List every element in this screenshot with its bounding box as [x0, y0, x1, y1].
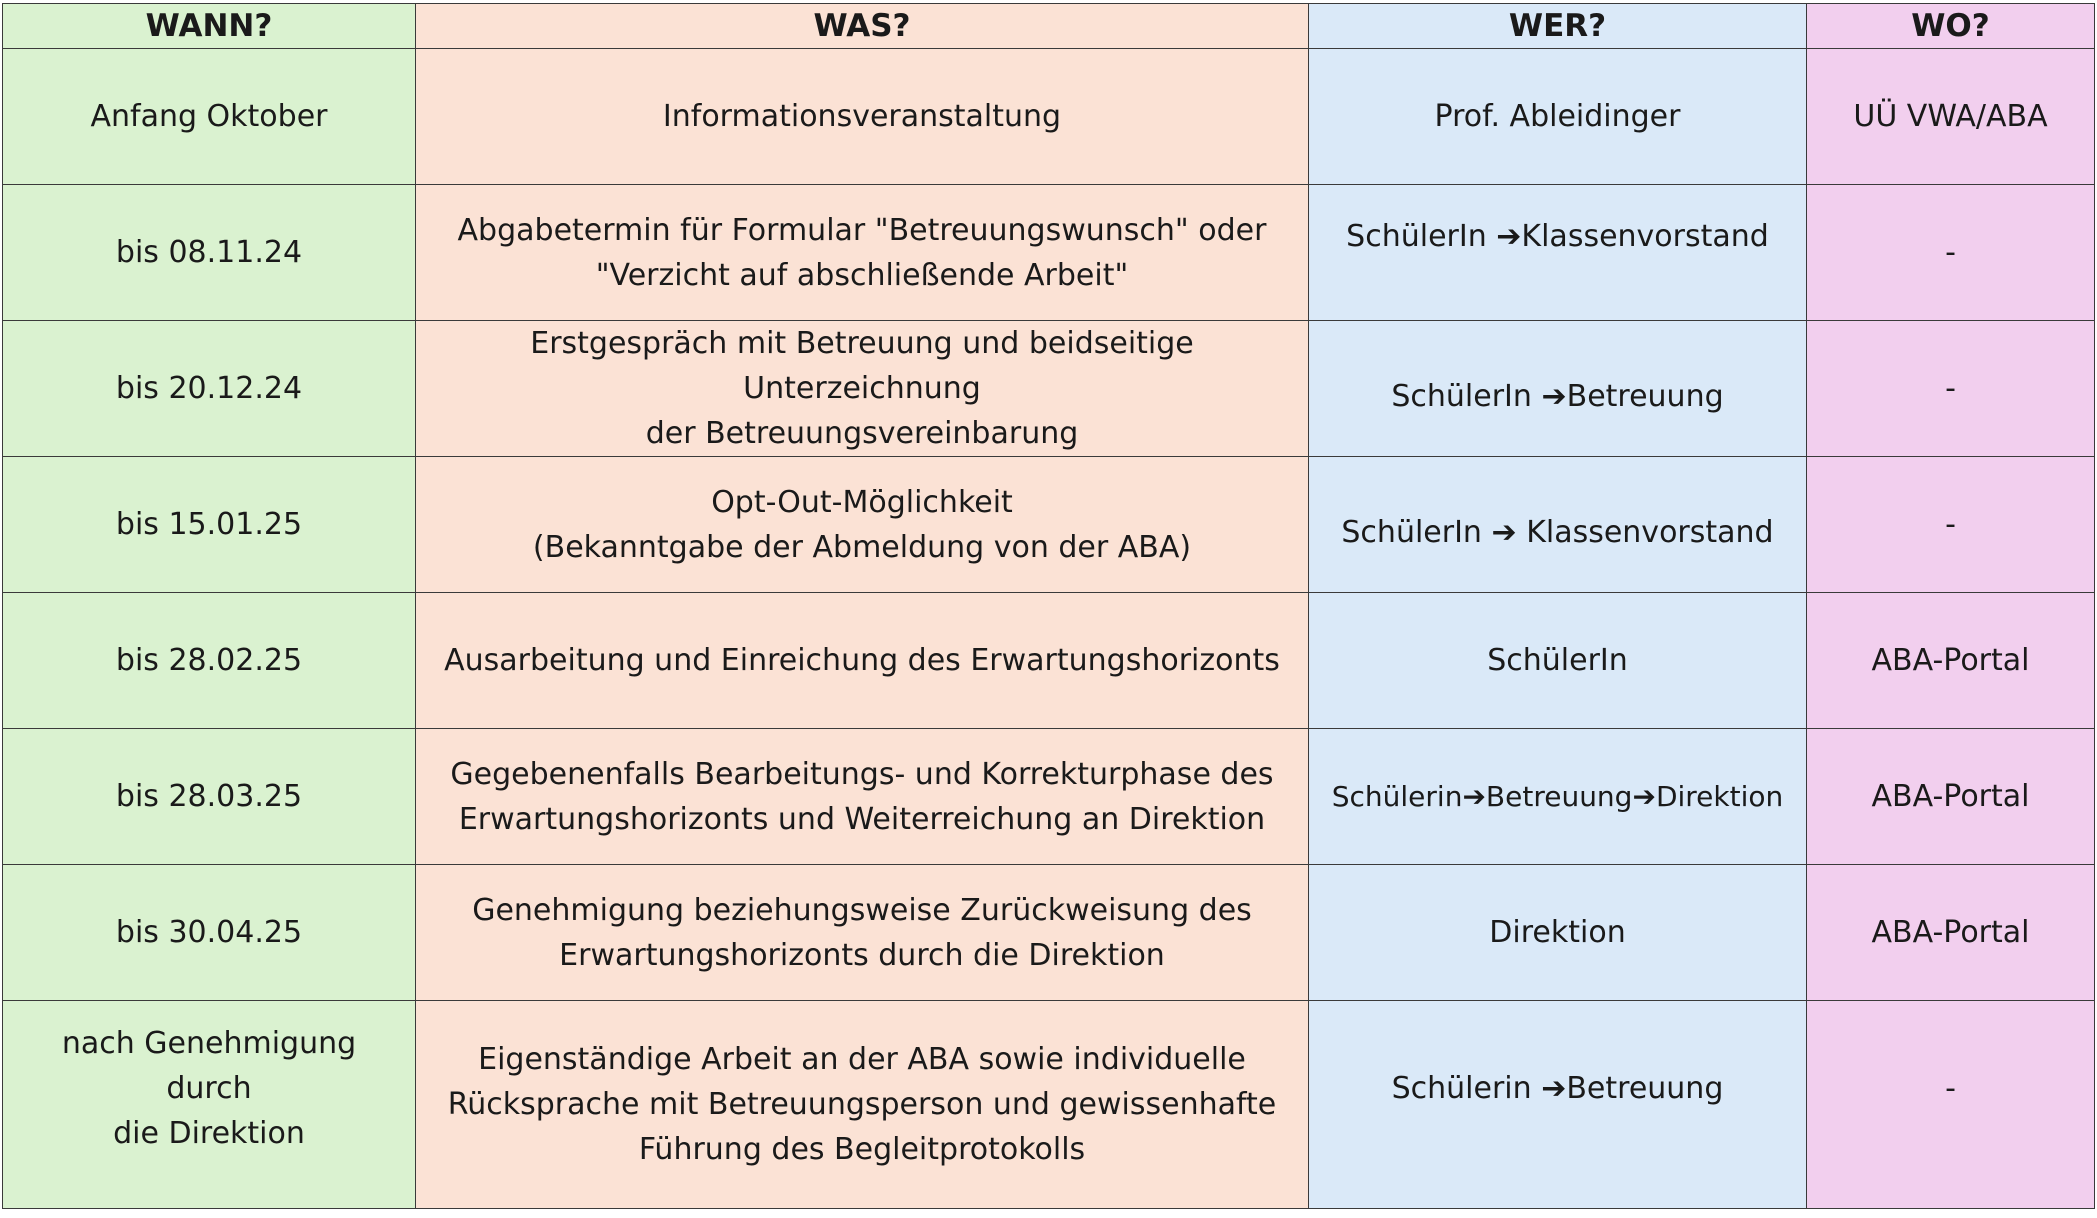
wer-from: SchülerIn: [1391, 379, 1532, 414]
cell-was-line: Erwartungshorizonts durch die Direktion: [559, 937, 1165, 973]
cell-was: [416, 865, 1309, 1001]
wer-from: SchülerIn: [1346, 219, 1487, 254]
header-wer: WER?: [1309, 4, 1807, 49]
cell-wer: [1309, 865, 1807, 1001]
cell-was: [416, 49, 1309, 185]
cell-wann-text: bis 28.02.25: [115, 643, 303, 678]
cell-was: [416, 1001, 1309, 1209]
cell-wo: -: [1807, 321, 2095, 457]
schedule-table: [2, 3, 2095, 1209]
cell-wo: -: [1807, 457, 2095, 593]
cell-was-line: Gegebenenfalls Bearbeitungs- und Korrekturphase des: [450, 756, 1274, 792]
cell-wann-text: bis 08.11.24: [115, 235, 303, 270]
cell-wer: [1309, 593, 1807, 729]
wer-from: Schülerin: [1331, 780, 1463, 813]
cell-wann: [3, 185, 416, 321]
wer-to: Klassenvorstand: [1526, 515, 1774, 550]
cell-was-text: Ausarbeitung und Einreichung des Erwartungshorizonts: [444, 643, 1280, 678]
cell-wer-text: Direktion: [1489, 915, 1626, 950]
wer-to: Betreuung: [1566, 1071, 1724, 1106]
wer-from: SchülerIn: [1341, 515, 1482, 550]
cell-wer: [1309, 185, 1807, 321]
cell-wer: [1309, 1001, 1807, 1209]
table-row: [3, 1001, 2095, 1209]
cell-wo: [1807, 1001, 2095, 1209]
cell-was: [416, 593, 1309, 729]
cell-was-line: (Bekanntgabe der Abmeldung von der ABA): [532, 529, 1192, 565]
table-row: [3, 729, 2095, 865]
cell-wann-line: die Direktion: [113, 1116, 305, 1151]
cell-was-line: Opt-Out-Möglichkeit: [711, 484, 1013, 520]
cell-was: [416, 457, 1309, 593]
wer-to: Direktion: [1655, 780, 1784, 813]
arrow-right-icon: ➔: [1541, 1071, 1567, 1106]
cell-wo: ABA-Portal: [1807, 593, 2095, 729]
arrow-right-icon: ➔: [1632, 780, 1656, 813]
table-row: [3, 457, 2095, 593]
table-row: [3, 865, 2095, 1001]
arrow-right-icon: ➔: [1462, 780, 1486, 813]
header-row: [3, 4, 2095, 49]
cell-was-line: Führung des Begleitprotokolls: [638, 1132, 1086, 1167]
cell-wann: [3, 593, 416, 729]
cell-wann-text: bis 20.12.24: [115, 371, 303, 406]
cell-was-line: Genehmigung beziehungsweise Zurückweisung des: [472, 892, 1252, 928]
cell-wo: ABA-Portal: [1807, 865, 2095, 1001]
arrow-right-icon: ➔: [1541, 379, 1567, 414]
cell-wer: [1309, 729, 1807, 865]
cell-was-line: Eigenständige Arbeit an der ABA sowie individuelle: [478, 1042, 1246, 1077]
wer-from: Schülerin: [1391, 1071, 1532, 1106]
header-wann: WANN?: [3, 4, 416, 49]
cell-wo: ABA-Portal: [1807, 729, 2095, 865]
cell-wer-text: SchülerIn: [1487, 643, 1628, 678]
cell-was-line: "Verzicht auf abschließende Arbeit": [595, 257, 1129, 293]
arrow-right-icon: ➔: [1491, 515, 1517, 550]
cell-wer: [1309, 457, 1807, 593]
cell-was-text: Informationsveranstaltung: [662, 99, 1062, 134]
cell-wann: [3, 865, 416, 1001]
cell-was: [416, 729, 1309, 865]
cell-wann: [3, 1001, 416, 1209]
cell-wann-text: bis 30.04.25: [115, 915, 303, 950]
cell-wann: [3, 457, 416, 593]
cell-wann-text: bis 28.03.25: [115, 779, 303, 814]
cell-wann: [3, 321, 416, 457]
header-wo: WO?: [1807, 4, 2095, 49]
cell-was-line: der Betreuungsvereinbarung: [645, 416, 1079, 451]
cell-was-line: Erwartungshorizonts und Weiterreichung an Direktion: [458, 801, 1266, 837]
cell-wer: [1309, 321, 1807, 457]
cell-wann: [3, 729, 416, 865]
cell-was: [416, 185, 1309, 321]
cell-wer: [1309, 49, 1807, 185]
cell-wer-text: Prof. Ableidinger: [1434, 99, 1681, 134]
cell-was-line: Erstgespräch mit Betreuung und beidseitige Unterzeichnung: [530, 326, 1194, 406]
cell-was-line: Rücksprache mit Betreuungsperson und gewissenhafte: [447, 1087, 1277, 1122]
wer-to: Klassenvorstand: [1521, 219, 1769, 254]
cell-wann-text: Anfang Oktober: [90, 99, 328, 134]
cell-was-line: Abgabetermin für Formular "Betreuungswunsch" oder: [457, 212, 1267, 248]
cell-wo: UÜ VWA/ABA: [1807, 49, 2095, 185]
header-was: WAS?: [416, 4, 1309, 49]
arrow-right-icon: ➔: [1496, 219, 1522, 254]
table-row: [3, 49, 2095, 185]
table-row: [3, 593, 2095, 729]
cell-wo-text: -: [1945, 1071, 1956, 1106]
wer-to: Betreuung: [1566, 379, 1724, 414]
cell-wann-line: nach Genehmigung durch: [61, 1026, 357, 1106]
cell-wann-text: bis 15.01.25: [115, 507, 303, 542]
table-row: [3, 185, 2095, 321]
cell-wann: [3, 49, 416, 185]
cell-was: [416, 321, 1309, 457]
wer-mid: Betreuung: [1485, 780, 1633, 813]
cell-wo: -: [1807, 185, 2095, 321]
table-row: [3, 321, 2095, 457]
